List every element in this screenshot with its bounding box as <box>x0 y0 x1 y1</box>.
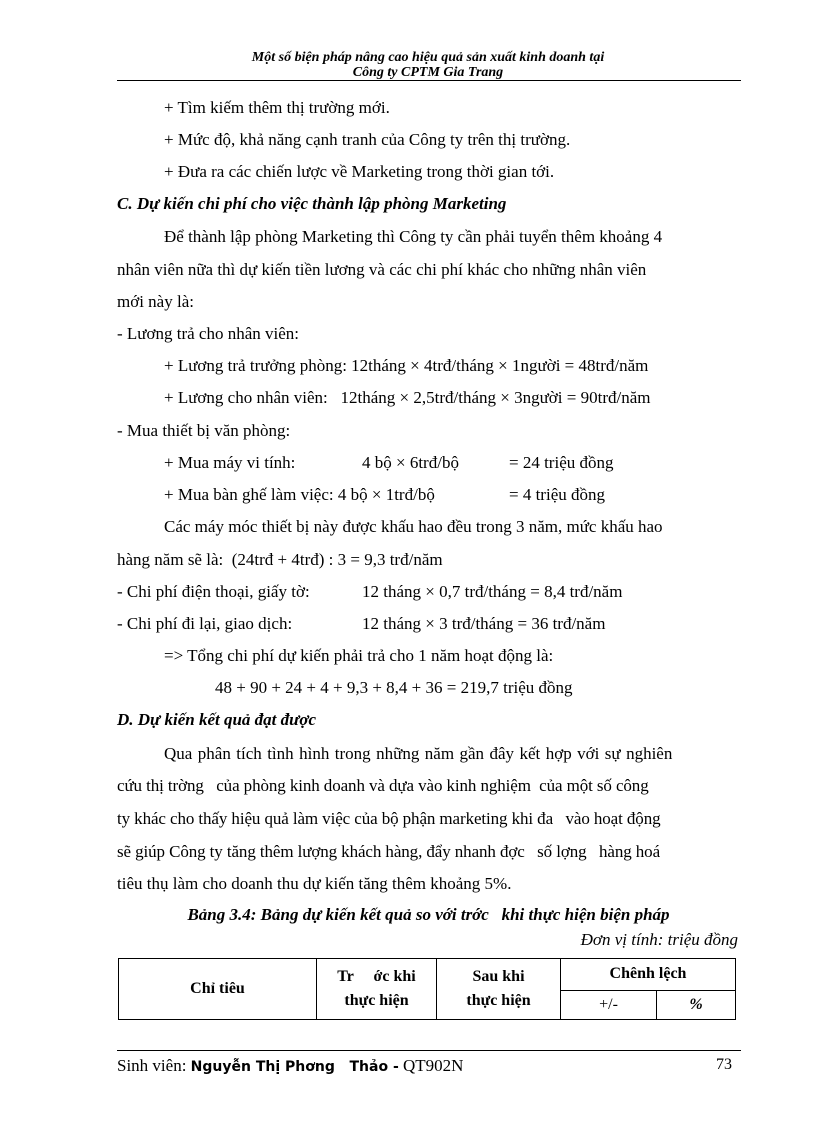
col-header-after-line2: thực hiện <box>466 992 531 1009</box>
bullet-marketing-strategy: + Đưa ra các chiến lược về Marketing trong thời gian tới. <box>164 162 555 181</box>
equipment-desk-total: = 4 triệu đồng <box>509 485 605 504</box>
header-title-line1: Một số biện pháp nâng cao hiệu quả sản xuất kinh doanh tại <box>251 50 605 65</box>
para1-line3: mới này là: <box>117 292 194 311</box>
para2-line2: cứu thị trờng của phòng kinh doanh và dựa vào kinh nghiệm của một số công <box>117 776 649 795</box>
header-rule <box>117 80 741 81</box>
equipment-computer-calc: 4 bộ × 6trđ/bộ <box>362 453 459 472</box>
para1-line1-text: Để thành lập phòng Marketing thì Công ty cần phải tuyển thêm khoảng 4 <box>164 227 663 246</box>
results-table <box>118 958 736 1020</box>
heading-d: D. Dự kiến kết quả đạt được <box>117 710 317 729</box>
col-header-indicator: Chỉ tiêu <box>119 959 317 1020</box>
heading-c: C. Dự kiến chi phí cho việc thành lập phòng Marketing <box>117 194 507 213</box>
para2-line1: Qua phân tích tình hình trong những năm gần đây kết hợp với sự nghiên <box>164 744 673 763</box>
page-footer <box>117 1056 463 1076</box>
equipment-computer-total: = 24 triệu đồng <box>509 453 614 472</box>
table-caption: Bảng 3.4: Bảng dự kiến kết quả so với trớc khi thực hiện biện pháp <box>187 905 670 924</box>
salary-staff: + Lương cho nhân viên: 12tháng × 2,5trđ/tháng × 3người = 90trđ/năm <box>164 388 651 407</box>
bullet-competition: + Mức độ, khả năng cạnh tranh của Công ty trên thị trường. <box>164 130 571 149</box>
footer-label: Sinh viên: <box>117 1056 187 1075</box>
equipment-computer-label: + Mua máy vi tính: <box>164 453 296 472</box>
col-header-after <box>437 959 561 1020</box>
col-header-diff-pct: % <box>657 990 736 1019</box>
footer-student-name: Nguyễn Thị Phơng Thảo - <box>190 1059 399 1075</box>
col-header-difference: Chênh lệch <box>561 959 736 991</box>
footer-rule <box>117 1050 741 1051</box>
para2-line4: sẽ giúp Công ty tăng thêm lượng khách hàng, đẩy nhanh đợc số lợng hàng hoá <box>117 842 661 861</box>
col-header-before-line2: thực hiện <box>344 992 409 1009</box>
salary-heading: - Lương trả cho nhân viên: <box>117 324 300 343</box>
para1-line1 <box>164 227 740 247</box>
footer-class-code: QT902N <box>403 1056 464 1075</box>
equipment-desk-label: + Mua bàn ghế làm việc: 4 bộ × 1trđ/bộ <box>164 485 435 504</box>
col-header-diff-abs: +/- <box>561 990 657 1019</box>
bullet-find-market: + Tìm kiếm thêm thị trường mới. <box>164 98 390 117</box>
total-cost-line2: 48 + 90 + 24 + 4 + 9,3 + 8,4 + 36 = 219,7 triệu đồng <box>215 678 573 697</box>
col-header-after-line1: Sau khi <box>472 968 525 985</box>
travel-cost-calc: 12 tháng × 3 trđ/tháng = 36 trđ/năm <box>362 614 606 633</box>
page-number: 73 <box>716 1056 732 1073</box>
equipment-heading: - Mua thiết bị văn phòng: <box>117 421 291 440</box>
depreciation-line1: Các máy móc thiết bị này được khấu hao đều trong 3 năm, mức khấu hao <box>164 517 663 536</box>
phone-cost-calc: 12 tháng × 0,7 trđ/tháng = 8,4 trđ/năm <box>362 582 623 601</box>
depreciation-line2: hàng năm sẽ là: (24trđ + 4trđ) : 3 = 9,3 trđ/năm <box>117 550 443 569</box>
travel-cost-label: - Chi phí đi lại, giao dịch: <box>117 614 293 633</box>
para2-line5: tiêu thụ làm cho doanh thu dự kiến tăng thêm khoảng 5%. <box>117 874 512 893</box>
col-header-before-line1: Tr ớc khi <box>337 968 416 985</box>
col-header-before <box>317 959 437 1020</box>
phone-cost-label: - Chi phí điện thoại, giấy tờ: <box>117 582 310 601</box>
page-header <box>117 50 739 80</box>
para1-line2: nhân viên nữa thì dự kiến tiền lương và các chi phí khác cho những nhân viên <box>117 260 647 279</box>
table-unit: Đơn vị tính: triệu đồng <box>580 930 738 949</box>
total-cost-line1: => Tổng chi phí dự kiến phải trả cho 1 năm hoạt động là: <box>164 646 554 665</box>
salary-manager: + Lương trả trưởng phòng: 12tháng × 4trđ/tháng × 1người = 48trđ/năm <box>164 356 649 375</box>
para2-line3: ty khác cho thấy hiệu quả làm việc của bộ phận marketing khi đa vào hoạt động <box>117 809 661 828</box>
header-title-line2: Công ty CPTM Gia Trang <box>352 65 504 80</box>
